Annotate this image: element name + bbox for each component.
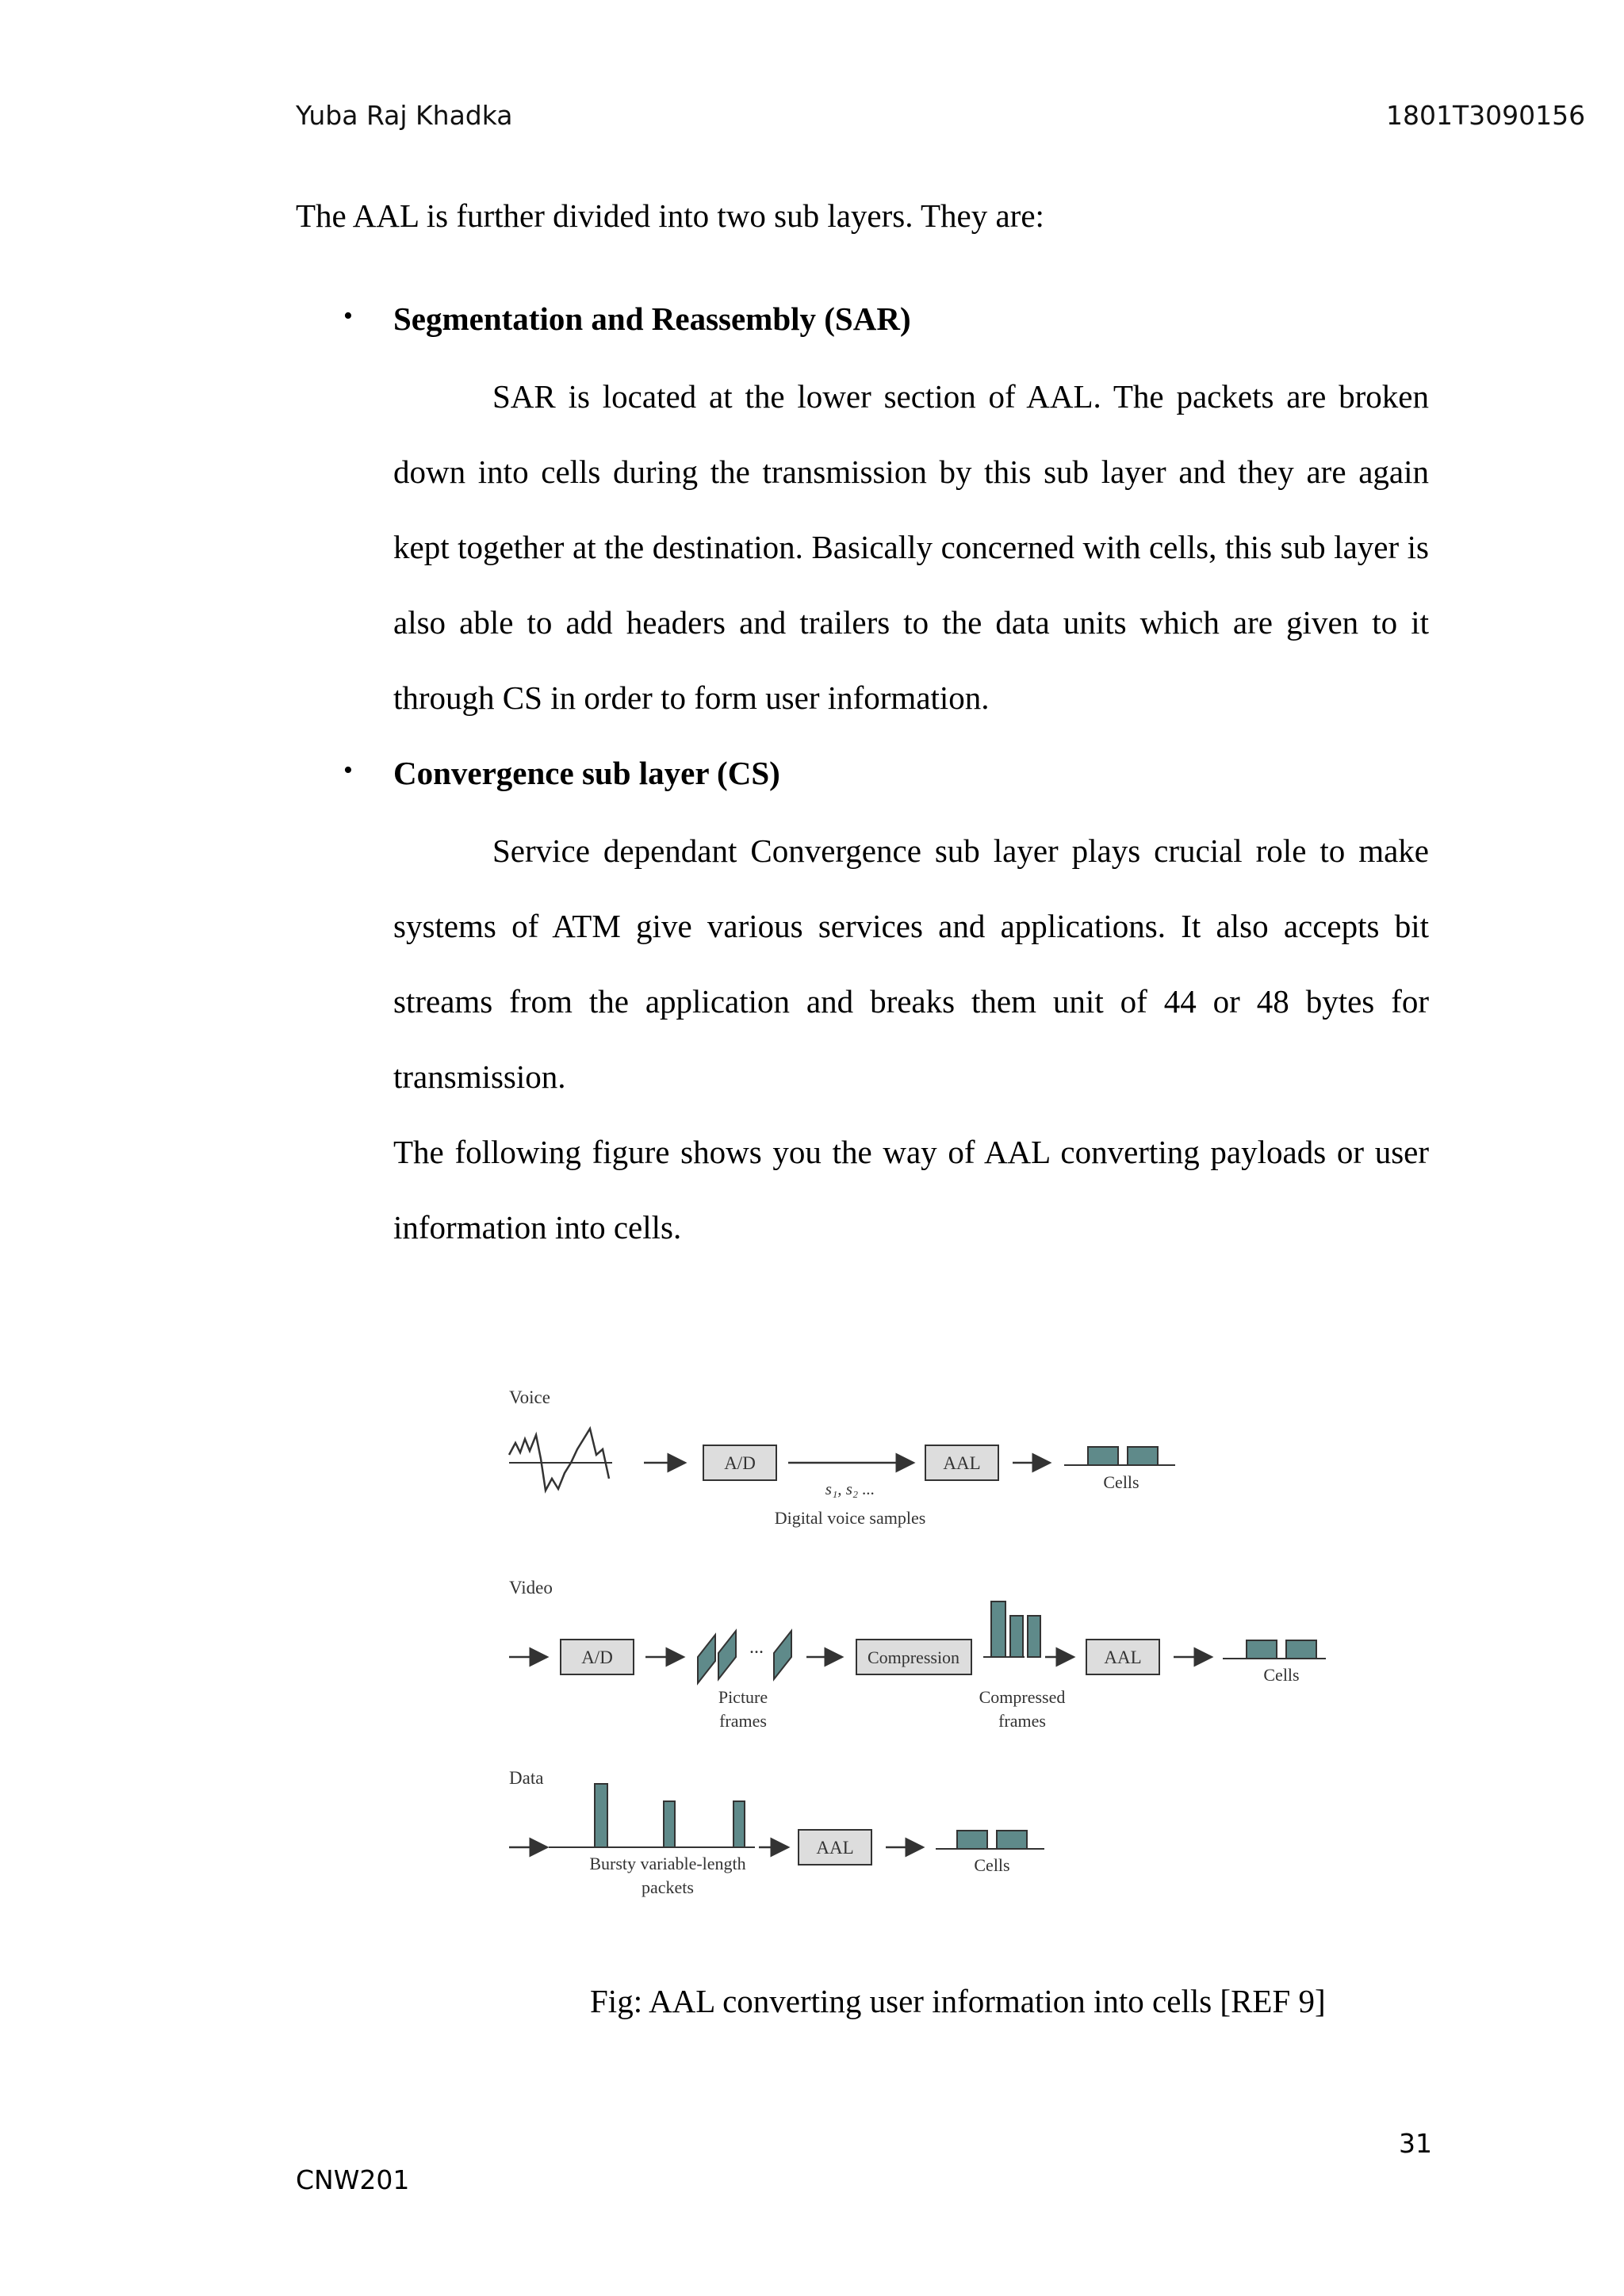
picture-frames-dots: ... [749, 1637, 764, 1658]
voice-samples-label: Digital voice samples [774, 1508, 926, 1528]
voice-aal-text: AAL [943, 1453, 981, 1473]
data-aal-text: AAL [816, 1838, 854, 1858]
picture-frames-label-1: Picture [718, 1687, 768, 1707]
heading-cs: Convergence sub layer (CS) [393, 755, 780, 791]
data-label: Data [509, 1768, 544, 1788]
picture-frame-3 [774, 1631, 791, 1679]
voice-cells-label: Cells [1103, 1472, 1139, 1492]
footer-course-code: CNW201 [296, 2164, 410, 2195]
video-cell-2 [1286, 1640, 1316, 1659]
intro-paragraph: The AAL is further divided into two sub layers. They are: [296, 197, 1044, 234]
header-author: Yuba Raj Khadka [296, 100, 513, 131]
cs-paragraph: Service dependant Convergence sub layer plays crucial role to make systems of ATM give various services and applications. It also accepts bit streams from the application and breaks them unit of 44 or 48 bytes for transmission. [393, 832, 1429, 1095]
compression-text: Compression [867, 1647, 960, 1667]
heading-sar: Segmentation and Reassembly (SAR) [393, 300, 911, 337]
figure-intro-paragraph: The following figure shows you the way of AAL converting payloads or user information into cells. [393, 1134, 1429, 1246]
voice-ad-text: A/D [724, 1453, 756, 1473]
data-cells-label: Cells [974, 1855, 1010, 1875]
data-packet-1 [595, 1784, 607, 1847]
picture-frames-label-2: frames [719, 1711, 767, 1731]
header-student-id: 1801T3090156 [1386, 100, 1586, 131]
voice-samples-symbols: s₁, s₂ ... [825, 1479, 875, 1498]
voice-cell-2 [1128, 1447, 1158, 1465]
video-label: Video [509, 1578, 553, 1598]
data-packet-3 [733, 1801, 745, 1847]
bursty-packets-label-1: Bursty variable-length [589, 1854, 746, 1873]
compressed-frame-1 [991, 1601, 1005, 1657]
page-number: 31 [1399, 2128, 1432, 2159]
voice-cell-1 [1088, 1447, 1118, 1465]
compressed-frames-label-2: frames [998, 1711, 1046, 1731]
compressed-frames-label-1: Compressed [979, 1687, 1066, 1707]
compressed-frame-2 [1010, 1616, 1023, 1657]
video-cells-label: Cells [1263, 1665, 1300, 1685]
picture-frame-1 [698, 1635, 715, 1683]
bursty-packets-label-2: packets [642, 1877, 694, 1897]
bullet-sar: • [343, 301, 353, 331]
compressed-frame-3 [1028, 1616, 1040, 1657]
voice-label: Voice [509, 1387, 550, 1407]
picture-frame-2 [718, 1631, 736, 1679]
data-packet-2 [664, 1801, 675, 1847]
video-cell-1 [1247, 1640, 1277, 1659]
video-aal-text: AAL [1104, 1647, 1142, 1667]
bullet-cs: • [343, 756, 353, 785]
aal-figure [501, 1380, 1624, 1934]
voice-waveform [509, 1429, 609, 1490]
sar-paragraph: SAR is located at the lower section of AAL. The packets are broken down into cells during the transmission by this sub layer and they are again kept together at the destination. Basically concerned with cells, this sub layer is also able to add headers and trailers to the data units which are given to it through CS in order to form user information. [393, 378, 1429, 716]
data-cell-2 [997, 1831, 1027, 1849]
data-cell-1 [957, 1831, 987, 1849]
video-ad-text: A/D [581, 1647, 613, 1667]
figure-caption: Fig: AAL converting user information into cells [REF 9] [590, 1983, 1326, 2019]
